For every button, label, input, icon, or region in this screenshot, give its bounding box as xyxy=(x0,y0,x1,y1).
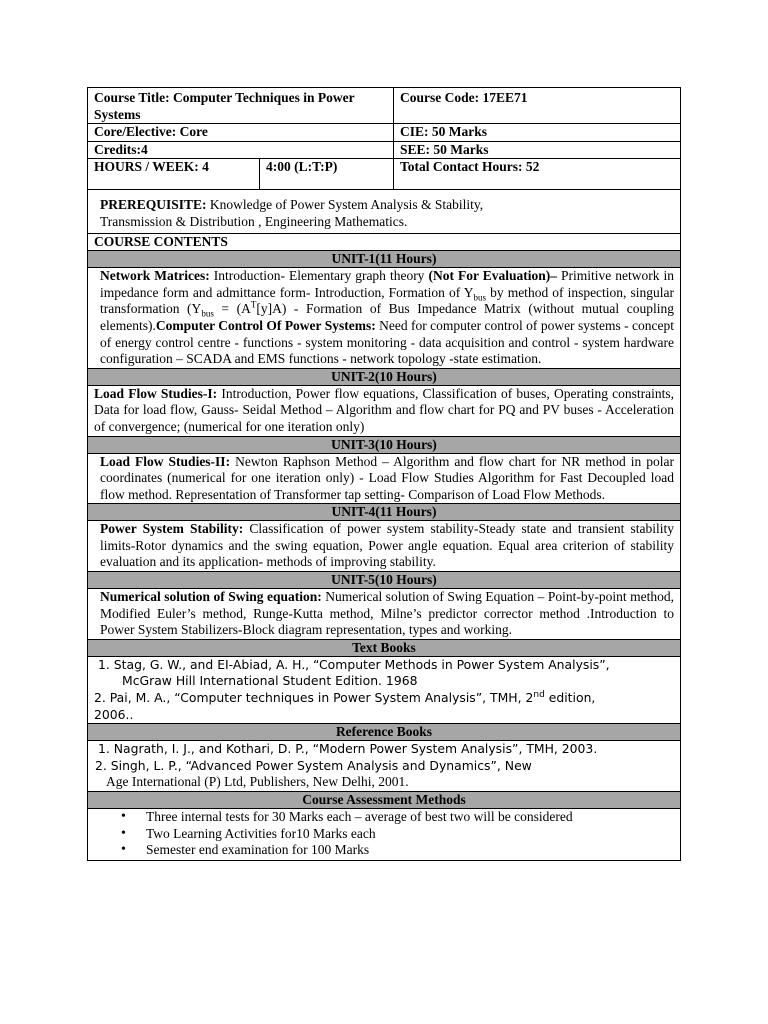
unit-2-text: Introduction, Power flow equations, Classification of buses, Operating constraints, Data for load flow, Gauss- Seidal Method – Algorithm and flow chart for PQ and PV buses - Acceleration of convergence; (numerical for one iteration only) xyxy=(94,385,674,434)
unit-4-bold: Power System Stability: xyxy=(100,521,244,537)
core-elective-row xyxy=(88,124,681,142)
prerequisite-line2: Transmission & Distribution , Engineering Mathematics. xyxy=(100,213,408,229)
unit-3-content xyxy=(88,453,681,504)
course-contents-row xyxy=(88,233,681,251)
prerequisite xyxy=(88,190,681,233)
unit-1-text-1: Introduction- Elementary graph theory xyxy=(209,268,429,284)
ltp-ratio: 4:00 (L:T:P) xyxy=(260,159,394,190)
core-elective: Core/Elective: Core xyxy=(88,124,394,142)
text-book-2-text-a: 2. Pai, M. A., “Computer techniques in Power System Analysis”, TMH, 2 xyxy=(94,690,534,706)
unit-5-content xyxy=(88,589,681,640)
text-books-header-row xyxy=(88,639,681,656)
text-book-2-sup: nd xyxy=(533,689,545,700)
hours-per-week: HOURS / WEEK: 4 xyxy=(88,159,260,190)
unit-2-header-row xyxy=(88,368,681,385)
unit-1-sup-1: T xyxy=(250,299,257,310)
unit-3-bold: Load Flow Studies-II: xyxy=(100,453,231,469)
unit-1-title: UNIT-1(11 Hours) xyxy=(88,251,681,268)
unit-4-text: Classification of power system stability-Steady state and transient stability limits-Rotor dynamics and the swing equation, Power angle equation. Equal area criterion of stability evaluation and its application- methods of improving stability. xyxy=(100,521,674,570)
text-books-list xyxy=(88,656,681,723)
unit-1-text-4: = (A xyxy=(213,301,251,317)
unit-5-header-row xyxy=(88,572,681,589)
reference-book-2-line-1: 2. Singh, L. P., “Advanced Power System Analysis and Dynamics”, New xyxy=(95,757,532,773)
unit-1-text-5: [y]A) - Formation of Bus Impedance Matrix (without mutual coupling elements). xyxy=(100,301,674,333)
unit-2-bold: Load Flow Studies-I: xyxy=(94,385,218,401)
syllabus-page xyxy=(87,87,680,861)
hours-row xyxy=(88,159,681,190)
text-book-2-line-2: 2006.. xyxy=(94,706,134,722)
reference-books-content-row xyxy=(88,741,681,792)
unit-5-text: Numerical solution of Swing Equation – Point-by-point method, Modified Euler’s method, Runge-Kutta method, Milne’s predictor corrector method .Introduction to Power System Stabilizers-Block diagram representation, types and working. xyxy=(100,589,674,638)
text-book-2-line-1 xyxy=(94,690,674,707)
total-contact-hours: Total Contact Hours: 52 xyxy=(394,159,681,190)
assessment-header-row xyxy=(88,792,681,809)
unit-3-header-row xyxy=(88,436,681,453)
see-marks: SEE: 50 Marks xyxy=(394,141,681,159)
unit-5-bold: Numerical solution of Swing equation: xyxy=(100,589,322,605)
unit-1-sub-2: bus xyxy=(201,309,214,320)
text-books-title: Text Books xyxy=(88,639,681,656)
credits: Credits:4 xyxy=(88,141,394,159)
text-books-content-row xyxy=(88,656,681,723)
syllabus-table xyxy=(87,87,681,861)
text-book-1-line-1: 1. Stag, G. W., and EI-Abiad, A. H., “Computer Methods in Power System Analysis”, xyxy=(98,656,610,672)
assessment-item: • Three internal tests for 30 Marks each – average of best two will be considered xyxy=(121,809,674,826)
unit-1-content-row xyxy=(88,268,681,369)
reference-books-header-row xyxy=(88,724,681,741)
unit-2-content xyxy=(88,385,681,436)
assessment-item: • Two Learning Activities for10 Marks each xyxy=(121,826,674,843)
unit-5-title: UNIT-5(10 Hours) xyxy=(88,572,681,589)
unit-2-title: UNIT-2(10 Hours) xyxy=(88,368,681,385)
unit-1-bold-1: Network Matrices: xyxy=(100,268,210,284)
unit-1-text-2: Primitive network in impedance form and admittance form- Introduction, Formation of Y xyxy=(100,268,675,300)
unit-4-header-row xyxy=(88,504,681,521)
assessment-title: Course Assessment Methods xyxy=(88,792,681,809)
unit-3-text: Newton Raphson Method – Algorithm and flow chart for NR method in polar coordinates (numerical for one iteration only) - Load Flow Studies Algorithm for Fast Decoupled load flow method. Representation of Transformer tap setting- Comparison of Load Flow Methods. xyxy=(100,453,674,502)
prerequisite-line1: Knowledge of Power System Analysis & Stability, xyxy=(206,197,484,213)
prerequisite-row xyxy=(88,190,681,233)
reference-book-1: 1. Nagrath, I. J., and Kothari, D. P., “Modern Power System Analysis”, TMH, 2003. xyxy=(98,741,598,757)
unit-1-bold-2: (Not For Evaluation)– xyxy=(428,268,557,284)
assessment-content-row xyxy=(88,809,681,861)
unit-4-content xyxy=(88,521,681,572)
unit-1-content xyxy=(88,268,681,369)
unit-1-text-3: by method of inspection, singular transformation (Y xyxy=(100,284,674,317)
unit-2-content-row xyxy=(88,385,681,436)
reference-books-title: Reference Books xyxy=(88,724,681,741)
reference-books-list xyxy=(88,741,681,792)
unit-5-content-row xyxy=(88,589,681,640)
text-book-2-text-b: edition, xyxy=(544,690,596,706)
unit-1-bold-3: Computer Control Of Power Systems: xyxy=(155,317,376,333)
prerequisite-label: PREREQUISITE: xyxy=(100,197,207,213)
course-title-row xyxy=(88,88,681,124)
course-code: Course Code: 17EE71 xyxy=(394,88,681,124)
assessment-item: • Semester end examination for 100 Marks xyxy=(121,842,674,859)
unit-4-content-row xyxy=(88,521,681,572)
credits-row xyxy=(88,141,681,159)
unit-3-title: UNIT-3(10 Hours) xyxy=(88,436,681,453)
assessment-list-cell xyxy=(88,809,681,861)
unit-1-sub-1: bus xyxy=(473,292,487,303)
unit-4-title: UNIT-4(11 Hours) xyxy=(88,504,681,521)
cie-marks: CIE: 50 Marks xyxy=(394,124,681,142)
course-title: Course Title: Computer Techniques in Power Systems xyxy=(88,88,394,124)
unit-1-header-row xyxy=(88,251,681,268)
reference-book-2-line-2: Age International (P) Ltd, Publishers, New Delhi, 2001. xyxy=(106,774,409,790)
unit-1-text-6: Need for computer control of power systems - concept of energy control centre - functions - system monitoring - data acquisition and control - system hardware configuration – SCADA and EMS functions - network topology -state estimation. xyxy=(100,317,674,367)
text-book-1-line-2: McGraw Hill International Student Edition. 1968 xyxy=(122,673,418,689)
assessment-list xyxy=(94,809,674,859)
course-contents-heading: COURSE CONTENTS xyxy=(88,233,681,251)
unit-3-content-row xyxy=(88,453,681,504)
